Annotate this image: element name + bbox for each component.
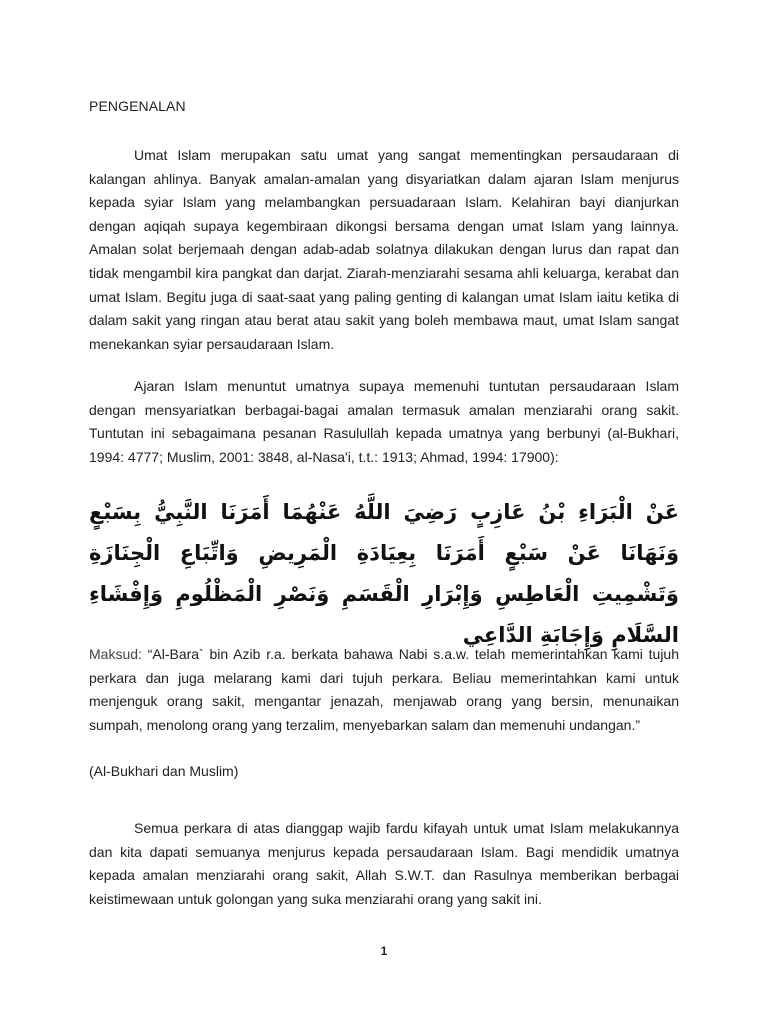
- paragraph-hadith-intro: Ajaran Islam menuntut umatnya supaya memenuhi tuntutan persaudaraan Islam dengan mensyariatkan berbagai-bagai amalan termasuk amalan menziarahi orang sakit. Tuntutan ini sebagaimana pesanan Rasulullah kepada umatnya yang berbunyi (al-Bukhari, 1994: 4777; Muslim, 2001: 3848, al-Nasa'i, t.t.: 1913; Ahmad, 1994: 17900):: [89, 378, 679, 465]
- document-page: [89, 0, 679, 1024]
- section-heading: PENGENALAN: [89, 98, 186, 114]
- paragraph-conclusion: Semua perkara di atas dianggap wajib fardu kifayah untuk umat Islam melakukannya dan kita dapati semuanya menjurus kepada persaudaraan Islam. Bagi mendidik umatnya kepada amalan menziarahi orang sakit, Allah S.W.T. dan Rasulnya memberikan berbagai keistimewaan untuk golongan yang suka menziarahi orang yang sakit ini.: [89, 820, 679, 907]
- paragraph-intro: Umat Islam merupakan satu umat yang sangat mementingkan persaudaraan di kalangan ahlinya. Banyak amalan-amalan yang disyariatkan dalam ajaran Islam menjurus kepada syiar Islam yang melambangkan persuadaraan Islam. Kelahiran bayi dianjurkan dengan aqiqah supaya kegembiraan dikongsi bersama dengan umat Islam yang lainnya. Amalan solat berjemaah dengan adab-adab solatnya dilakukan dengan lurus dan rapat dan tidak mengambil kira pangkat dan darjat. Ziarah-menziarahi sesama ahli keluarga, kerabat dan umat Islam. Begitu juga di saat-saat yang paling genting di kalangan umat Islam iaitu ketika di dalam sakit yang ringan atau berat atau sakit yang boleh membawa maut, umat Islam sangat menekankan syiar persaudaraan Islam.: [89, 147, 679, 352]
- maksud-label: Maksud:: [89, 646, 142, 662]
- maksud-text: “Al-Bara` bin Azib r.a. berkata bahawa Nabi s.a.w. telah memerintahkan kami tujuh perkara dan juga melarang kami dari tujuh perkara. Beliau memerintahkan kami untuk menjenguk orang sakit, mengantar jenazah, menjawab orang yang bersin, menunaikan sumpah, menolong orang yang terzalim, menyebarkan salam dan memenuhi undangan.”: [89, 646, 679, 733]
- hadith-reference: (Al-Bukhari dan Muslim): [89, 763, 239, 779]
- arabic-hadith-text: عَنْ الْبَرَاءِ بْنُ عَازِبٍ رَضِيَ اللَّهُ عَنْهُمَا أَمَرَنَا النَّبِيُّ بِسَبْعٍ وَنَهَانَا عَنْ سَبْعٍ أَمَرَنَا بِعِيَادَةِ الْمَرِيضِ وَاتِّبَاعِ الْجِنَازَةِ وَتَشْمِيتِ الْعَاطِسِ وَإِبْرَارِ الْقَسَمِ وَنَصْرِ الْمَظْلُومِ وَإِفْشَاءِ السَّلَامِ وَإِجَابَةِ الدَّاعِي: [89, 500, 679, 647]
- page-number: 1: [380, 944, 388, 958]
- hadith-translation: [89, 643, 679, 737]
